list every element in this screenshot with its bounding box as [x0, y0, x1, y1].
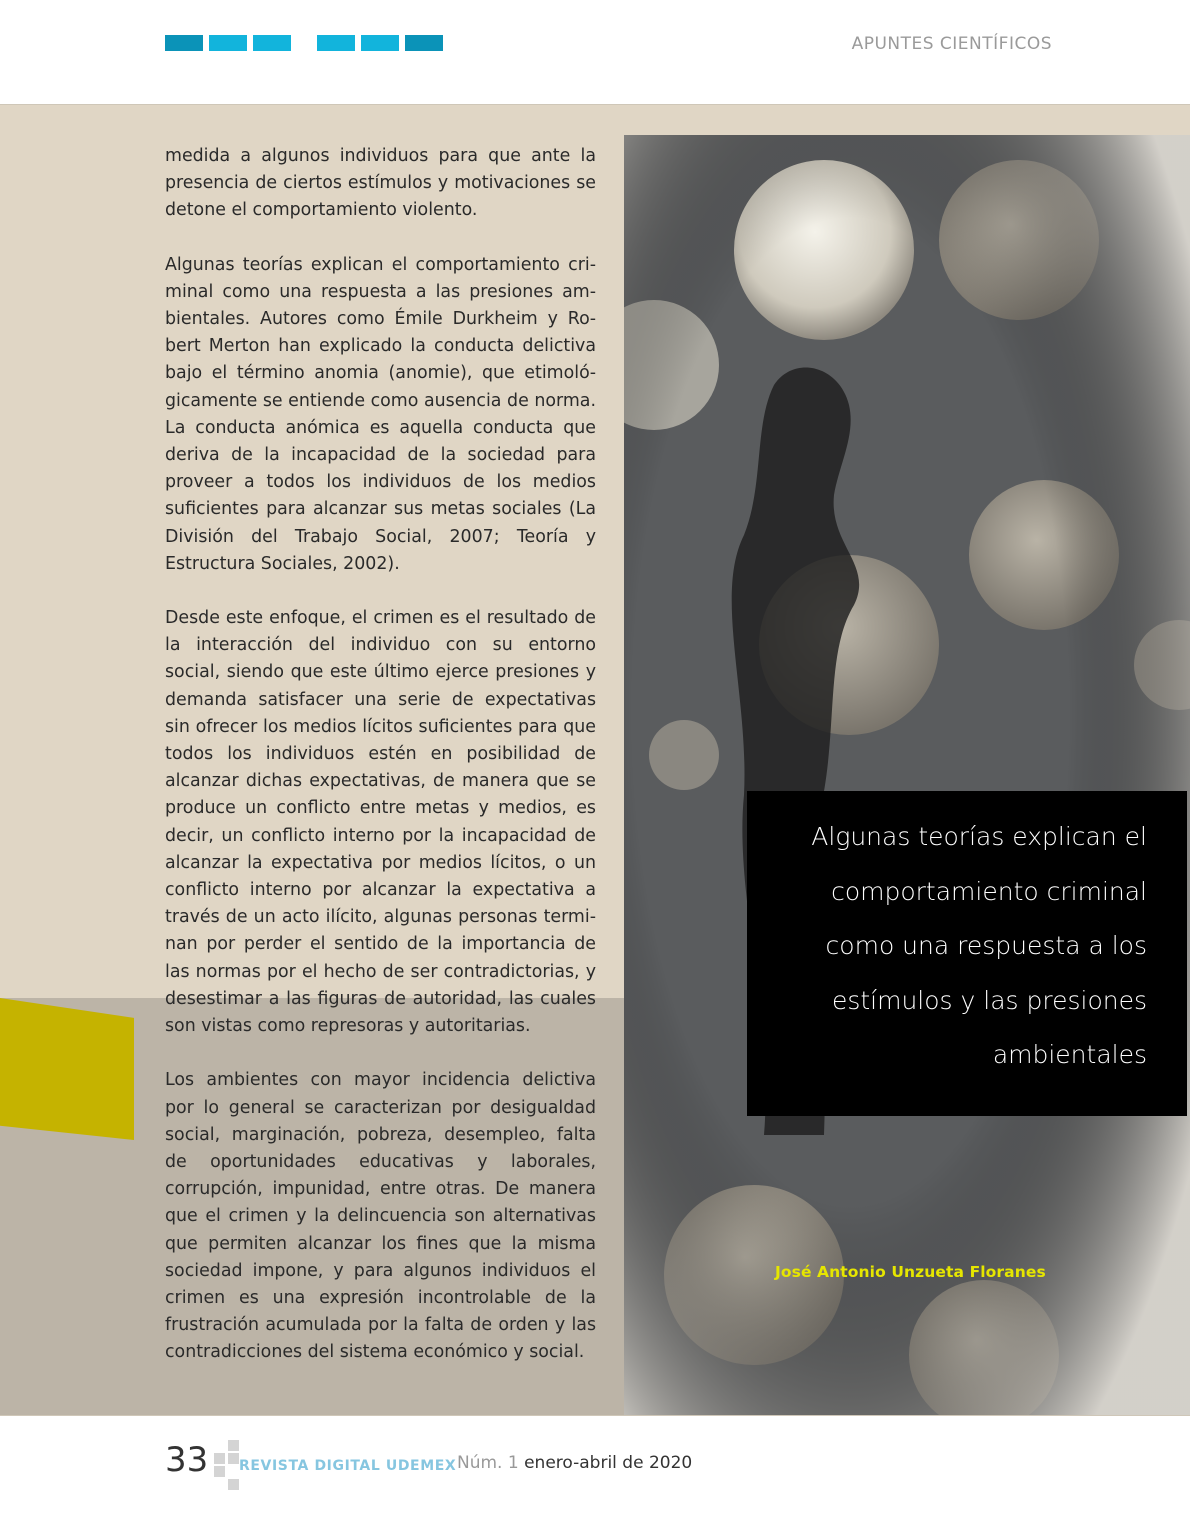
issue-date: enero-abril de 2020	[524, 1453, 693, 1473]
pull-quote-line-5: ambientales	[992, 1040, 1147, 1069]
paragraph-1: medida a algunos individuos para que ante la presencia de ciertos estímulos y motivaciones se detone el comportamiento violento.	[165, 146, 596, 221]
footer-square-ornament	[214, 1440, 240, 1492]
header-bar-5	[361, 35, 399, 51]
header-bar-6	[405, 35, 443, 51]
issue-info	[457, 1453, 692, 1473]
header-bar-1	[165, 35, 203, 51]
page-number: 33	[165, 1440, 209, 1480]
bottom-rule	[0, 1415, 1190, 1416]
paragraph-2: Algunas teorías explican el comportamiento criminal como una respuesta a las presiones ambientales. Autores como Émile Durkheim y Robert Merton han explicado la conducta delictiva bajo el término anomia (anomie), que etimológicamente se entiende como ausencia de norma. La conducta anómica es aquella conducta que deriva de la incapacidad de la sociedad para proveer a todos los individuos de los medios suficientes para alcanzar sus metas sociales (La División del Trabajo Social, 2007; Teoría y Estructura Sociales, 2002).	[165, 254, 596, 574]
article-body	[165, 143, 596, 1394]
paragraph-3: Desde este enfoque, el crimen es el resultado de la interacción del individuo con su entorno social, siendo que este último ejerce presiones y demanda satisfacer una serie de expectativas sin ofrecer los medios lícitos suficientes para que todos los individuos estén en posibilidad de alcanzar dichas expectativas, de manera que se produce un conflicto entre metas y medios, es decir, un conflicto interno por la incapacidad de alcanzar la expectativa por medios lícitos, o un conflicto interno por alcanzar la expectativa a través de un acto ilícito, algunas personas terminan por perder el sentido de la importancia de las normas por el hecho de ser contradictorias, y desestimar a las figuras de autoridad, las cuales son vistas como represoras y autoritarias.	[165, 608, 596, 1037]
pull-quote-line-4: estímulos y las presiones	[831, 985, 1147, 1015]
magazine-name: REVISTA DIGITAL UDEMEX	[239, 1458, 457, 1474]
author-name: José Antonio Unzueta Floranes	[775, 1263, 1046, 1281]
photo-top-margin	[624, 105, 1190, 135]
pull-quote-line-3: como una respuesta a los	[825, 931, 1147, 960]
section-label: APUNTES CIENTÍFICOS	[851, 34, 1052, 54]
header-bar-3	[253, 35, 291, 51]
paragraph-4: Los ambientes con mayor incidencia delictiva por lo general se caracterizan por desigualdad social, marginación, pobreza, desempleo, falta de oportunidades educativas y laborales, corrupción, impunidad, entre otras. De manera que el crimen y la delincuencia son alternativas que permiten alcanzar los fines que la misma sociedad impone, y para algunos individuos el crimen es una expresión incontrolable de la frustración acumulada por la falta de orden y las contradicciones del sistema económico y social.	[165, 1070, 596, 1363]
article-photo	[624, 135, 1190, 1416]
pull-quote	[787, 810, 1147, 1083]
photo-illustration	[624, 135, 1190, 1416]
pull-quote-box	[747, 791, 1187, 1116]
pull-quote-line-2: comportamiento criminal	[831, 876, 1147, 906]
pull-quote-line-1: Algunas teorías explican el	[811, 822, 1147, 851]
header-bar-4	[317, 35, 355, 51]
header-bar-2	[209, 35, 247, 51]
issue-number: Núm. 1	[457, 1453, 519, 1473]
yellow-accent-tab	[0, 998, 134, 1140]
